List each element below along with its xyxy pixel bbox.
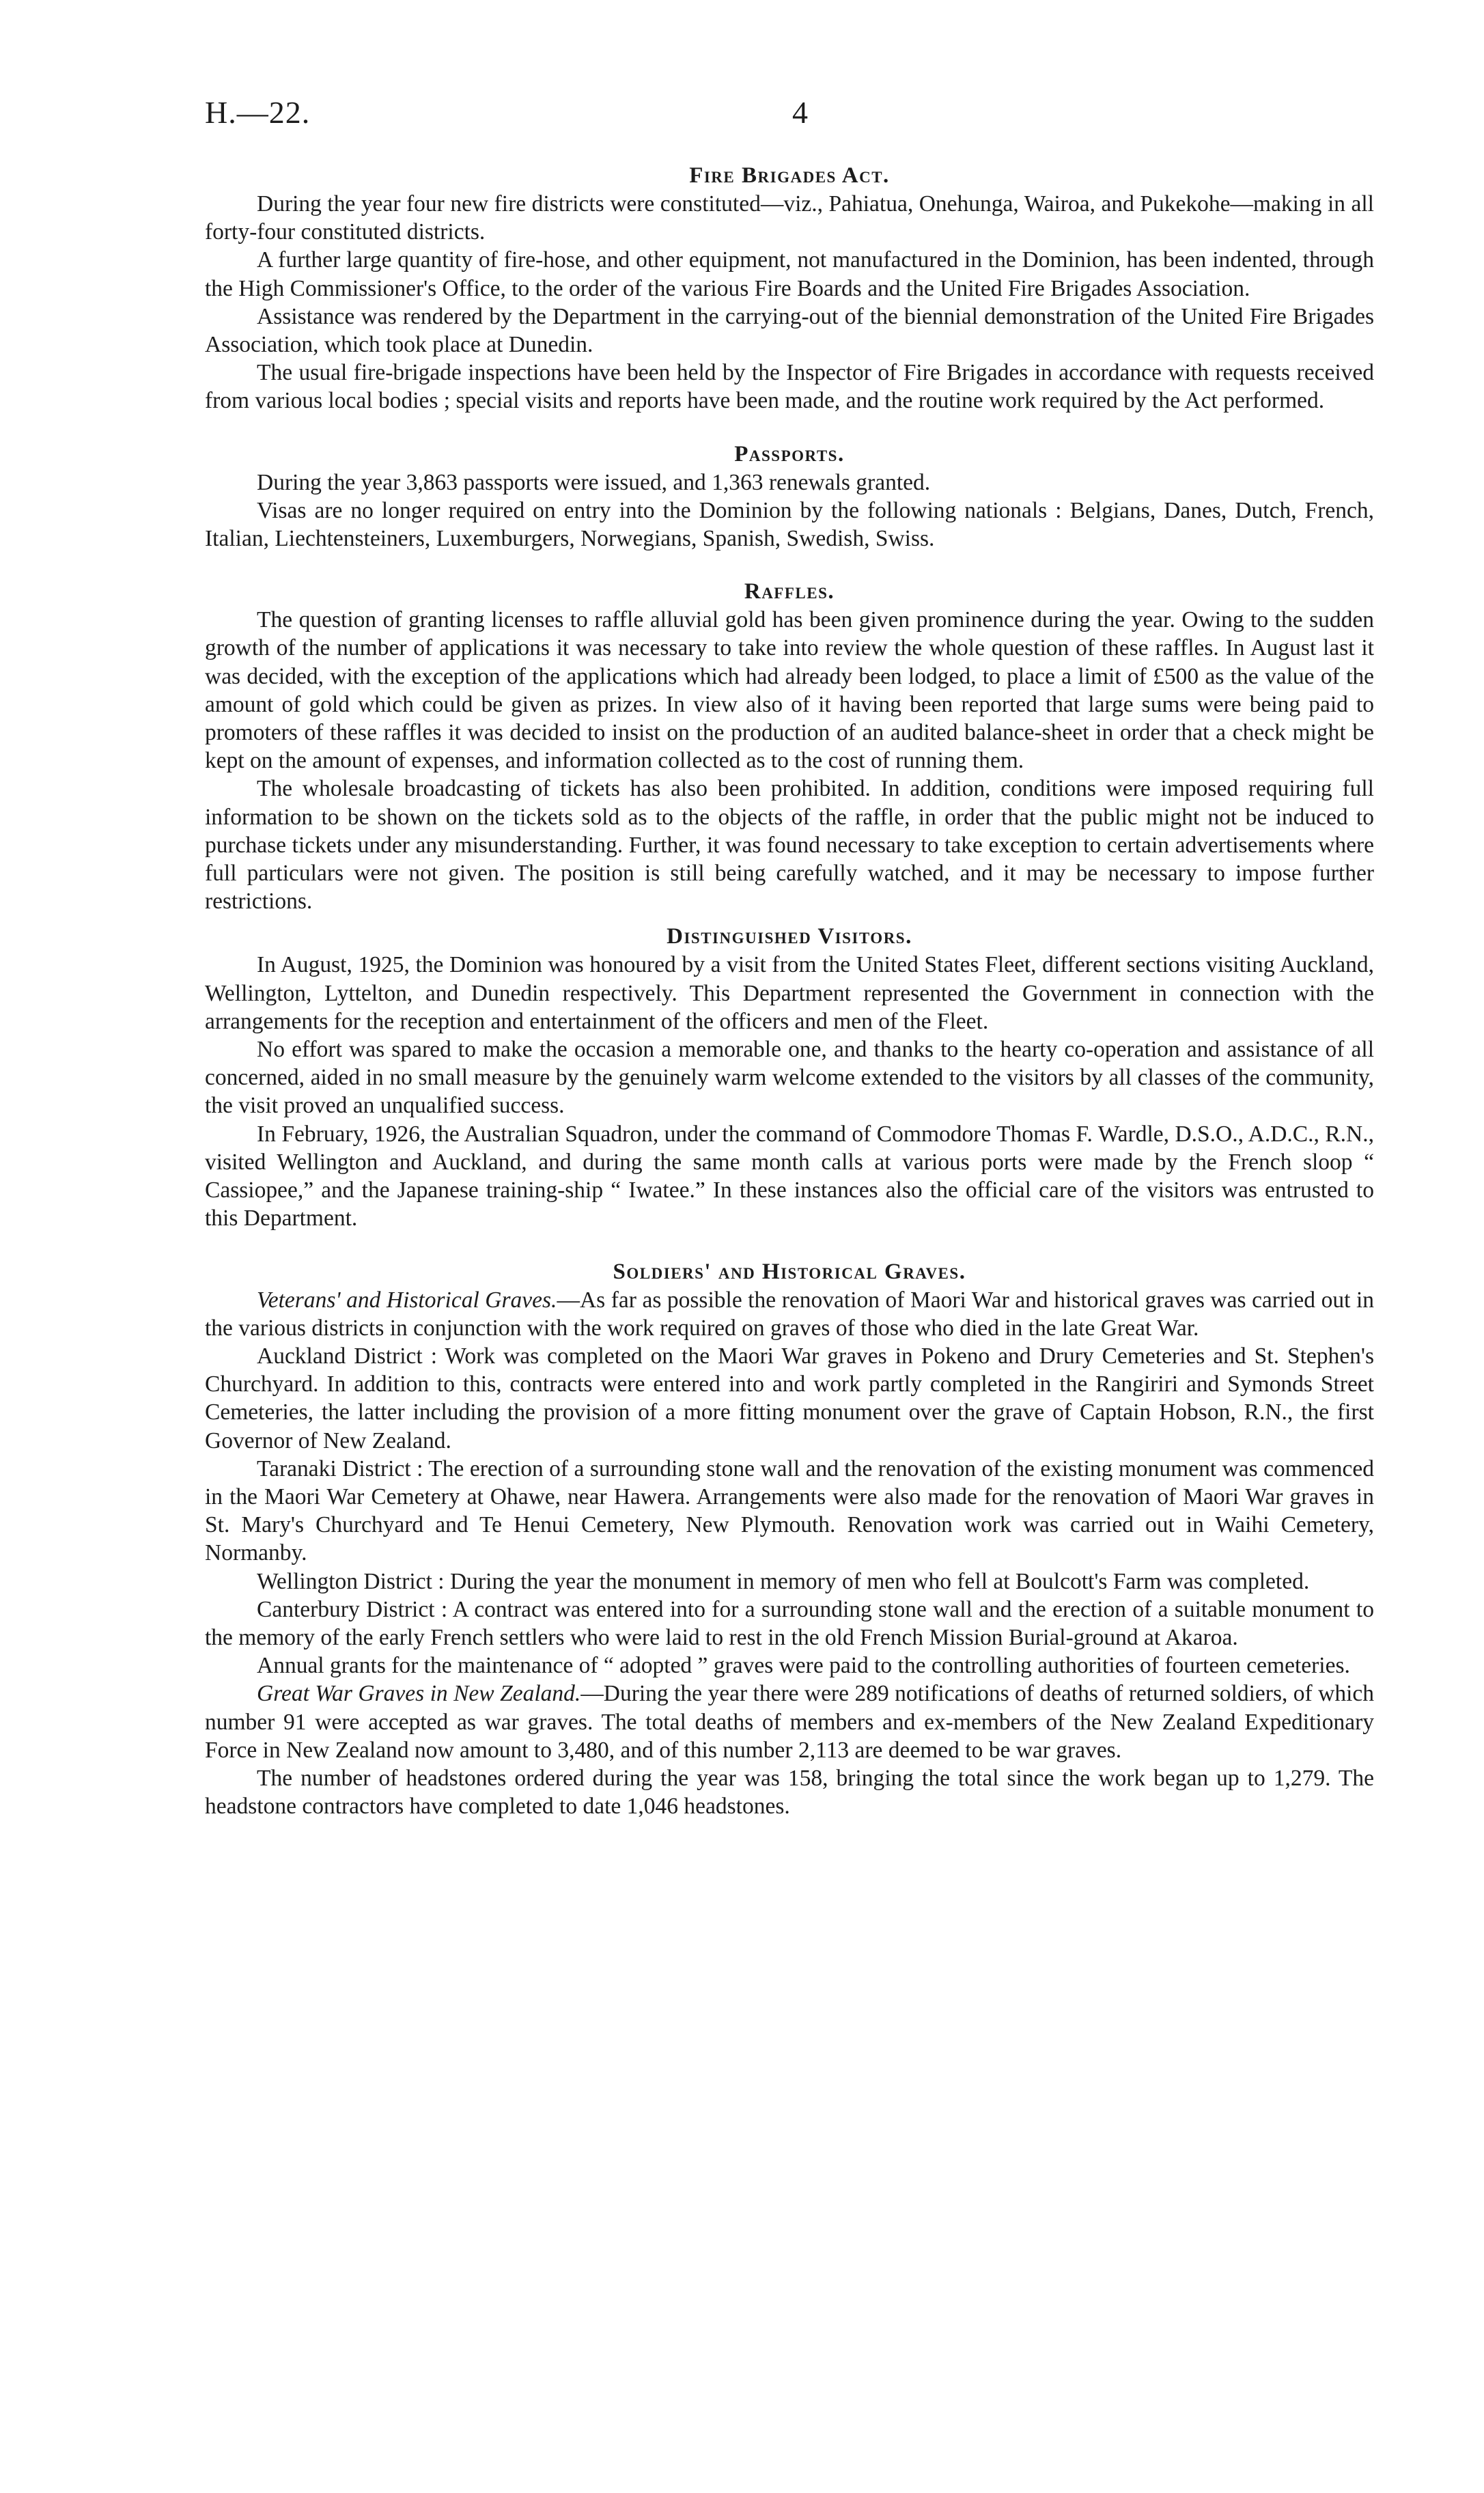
paragraph: In February, 1926, the Australian Squadron, under the command of Commodore Thomas F. Wardle, D.S.O., A.D.C., R.N., visited Wellington and Auckland, and during the same month calls at various ports were made by the French sloop “ Cassiopee,” and the Japanese training-ship “ Iwatee.” In these instances also the official care of the visitors was entrusted to this Department. xyxy=(205,1121,1374,1231)
paragraph: Taranaki District : The erection of a surrounding stone wall and the renovation of the existing monument was commenced in the Maori War Cemetery at Ohawe, near Hawera. Arrangements were also made for the renovation of Maori War graves in St. Mary's Churchyard and Te Henui Cemetery, New Plymouth. Renovation work was carried out in Waihi Cemetery, Normanby. xyxy=(205,1456,1374,1566)
paragraph xyxy=(205,1286,1374,1342)
paragraph: The usual fire-brigade inspections have been held by the Inspector of Fire Brigades in accordance with requests received from various local bodies ; special visits and reports have been made, and the routine work required by the Act performed. xyxy=(205,360,1374,414)
document-reference: H.—22. xyxy=(205,95,311,130)
paragraph xyxy=(205,1680,1374,1764)
paragraph: Annual grants for the maintenance of “ adopted ” graves were paid to the controlling authorities of fourteen cemeteries. xyxy=(257,1653,1350,1679)
section-soldiers-historical-graves xyxy=(205,1257,1374,1821)
section-heading-raffles: Raffles. xyxy=(744,579,835,604)
page-content xyxy=(205,161,1374,1820)
paragraph: Auckland District : Work was completed on the Maori War graves in Pokeno and Drury Cemeteries and St. Stephen's Churchyard. In addition to this, contracts were entered into and work partly completed in the Rangiriri and Symonds Street Cemeteries, the latter including the provision of a more fitting monument over the grave of Captain Hobson, R.N., the first Governor of New Zealand. xyxy=(205,1343,1374,1453)
paragraph: Assistance was rendered by the Department in the carrying-out of the biennial demonstration of the United Fire Brigades Association, which took place at Dunedin. xyxy=(205,303,1374,358)
section-raffles xyxy=(205,577,1374,915)
section-distinguished-visitors xyxy=(205,922,1374,1232)
paragraph: Canterbury District : A contract was entered into for a surrounding stone wall and the erection of a suitable monument to the memory of the early French settlers who were laid to rest in the old French Mission Burial-ground at Akaroa. xyxy=(205,1596,1374,1650)
paragraph: The wholesale broadcasting of tickets has also been prohibited. In addition, conditions were imposed requiring full information to be shown on the tickets sold as to the objects of the raffle, in order that the public might not be induced to purchase tickets under any misunderstanding. Further, it was found necessary to take exception to certain advertisements where full particulars were not given. The position is still being carefully watched, and it may be necessary to impose further restrictions. xyxy=(205,776,1374,915)
subheading-great-war-graves: Great War Graves in New Zealand. xyxy=(257,1681,581,1707)
paragraph: No effort was spared to make the occasion a memorable one, and thanks to the hearty co-operation and assistance of all concerned, aided in no small measure by the genuinely warm welcome extended to the visitors by all classes of the community, the visit proved an unqualified success. xyxy=(205,1037,1374,1119)
paragraph: The number of headstones ordered during the year was 158, bringing the total since the work began up to 1,279. The headstone contractors have completed to date 1,046 headstones. xyxy=(205,1765,1374,1820)
section-heading-distinguished-visitors: Distinguished Visitors. xyxy=(667,924,912,949)
subheading-veterans-graves: Veterans' and Historical Graves. xyxy=(257,1287,557,1313)
section-heading-fire-brigades: Fire Brigades Act. xyxy=(689,163,890,188)
paragraph: During the year four new fire districts were constituted—viz., Pahiatua, Onehunga, Wairoa, and Pukekohe—making in all forty-four constituted districts. xyxy=(205,191,1374,245)
page-header xyxy=(205,94,1380,135)
paragraph: Visas are no longer required on entry into the Dominion by the following nationals : Belgians, Danes, Dutch, French, Italian, Liechtensteiners, Luxemburgers, Norwegians, Spanish, Swedish, Swiss. xyxy=(205,497,1374,552)
paragraph: During the year 3,863 passports were issued, and 1,363 renewals granted. xyxy=(257,469,931,495)
section-fire-brigades xyxy=(205,161,1374,415)
section-passports xyxy=(205,440,1374,553)
paragraph-text: —As far as possible the renovation of Maori War and historical graves was carried out in the various districts in conjunction with the work required on graves of those who died in the late Great War. xyxy=(205,1287,1375,1341)
paragraph: A further large quantity of fire-hose, and other equipment, not manufactured in the Dominion, has been indented, through the High Commissioner's Office, to the order of the various Fire Boards and the United Fire Brigades Association. xyxy=(205,247,1374,301)
paragraph-text: —During the year there were 289 notifications of deaths of returned soldiers, of which number 91 were accepted as war graves. The total deaths of members and ex-members of the New Zealand Expeditionary Force in New Zealand now amount to 3,480, and of this number 2,113 are deemed to be war graves. xyxy=(205,1681,1375,1763)
paragraph: Wellington District : During the year the monument in memory of men who fell at Boulcott's Farm was completed. xyxy=(257,1568,1310,1594)
page-number: 4 xyxy=(792,95,808,130)
paragraph: In August, 1925, the Dominion was honoured by a visit from the United States Fleet, different sections visiting Auckland, Wellington, Lyttelton, and Dunedin respectively. This Department represented the Government in connection with the arrangements for the reception and entertainment of the officers and men of the Fleet. xyxy=(205,952,1374,1034)
paragraph: The question of granting licenses to raffle alluvial gold has been given prominence during the year. Owing to the sudden growth of the number of applications it was necessary to take into review the whole question of these raffles. In August last it was decided, with the exception of the applications which had already been lodged, to place a limit of £500 as the value of the amount of gold which could be given as prizes. In view also of it having been reported that large sums were being paid to promoters of these raffles it was decided to insist on the production of an audited balance-sheet in order that a check might be kept on the amount of expenses, and information collected as to the cost of running them. xyxy=(205,607,1374,774)
section-heading-passports: Passports. xyxy=(734,441,845,466)
section-heading-graves: Soldiers' and Historical Graves. xyxy=(613,1259,966,1284)
